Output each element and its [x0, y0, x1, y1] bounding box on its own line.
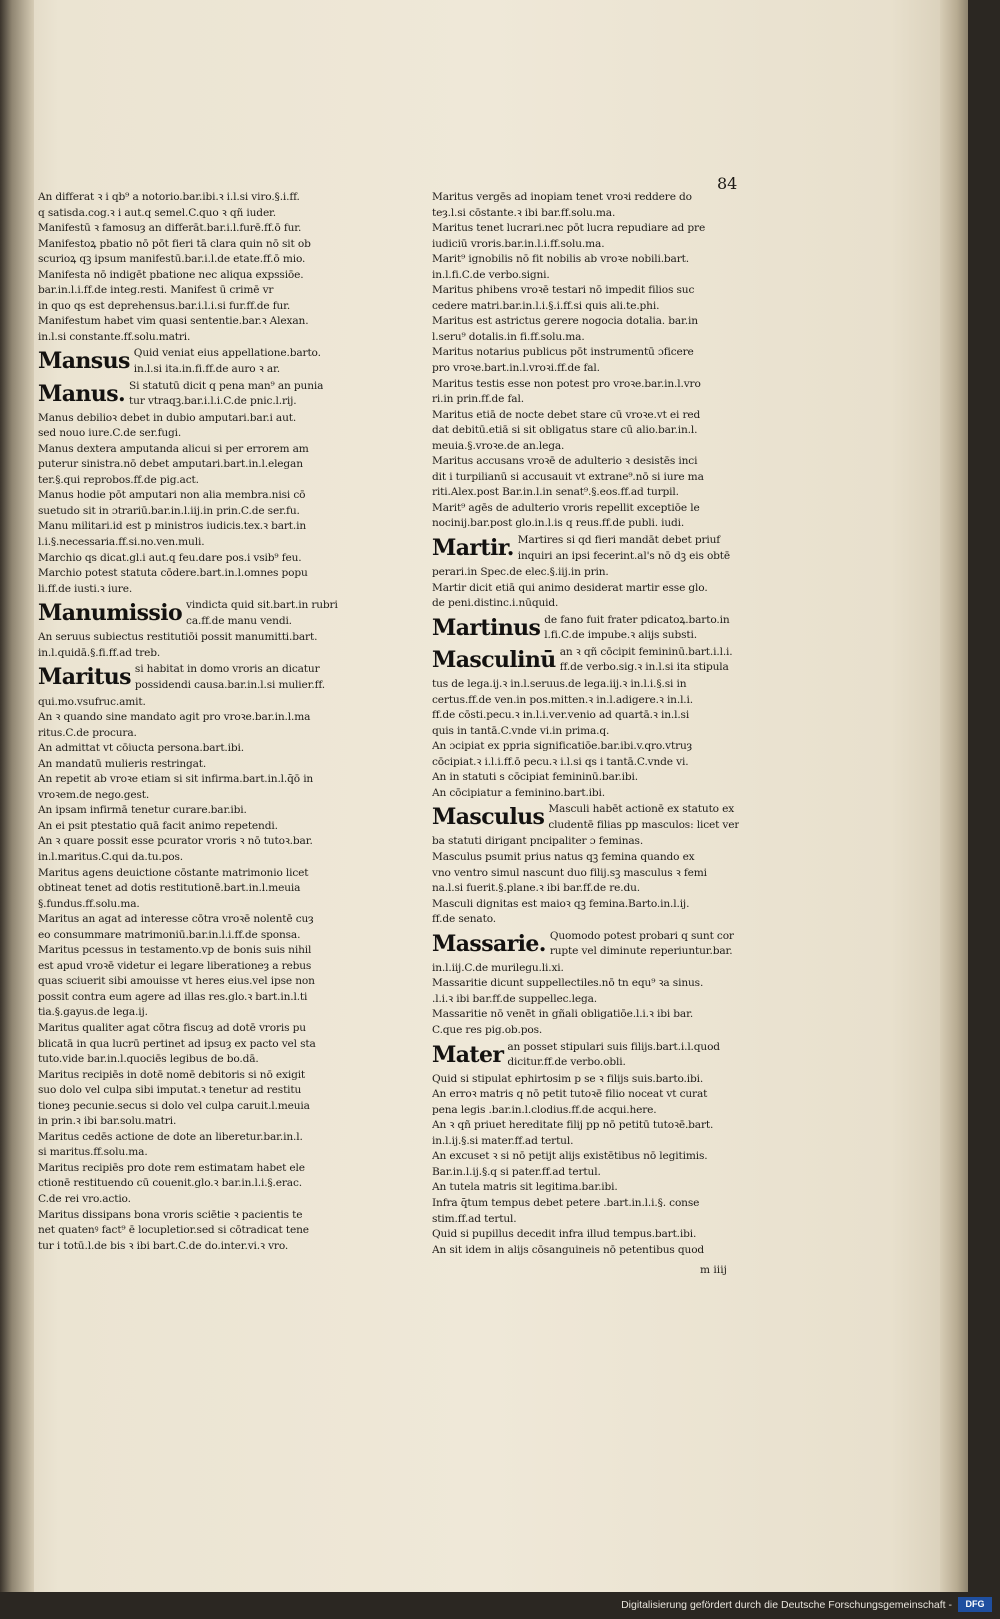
text-line: in.l.si ita.in.fi.ff.de auro ꝛ ar. — [133, 363, 280, 376]
text-line: An ei psit ptestatio quā facit animo repetendi. — [38, 819, 278, 832]
text-line: An seruus subiectus restitutiōi possit manumitti.bart. — [38, 631, 318, 644]
footer-bar — [0, 1592, 1000, 1619]
rubric-keyword: Mater — [432, 1041, 504, 1068]
rubric-keyword: Manumissio — [38, 600, 183, 627]
rubric-keyword: Maritus — [38, 664, 131, 691]
text-line: ctionē restituendo cū couenit.glo.ꝛ bar.in.l.i.§.erac. — [38, 1177, 302, 1190]
rubric-keyword: Manus. — [38, 380, 126, 407]
text-line: Maritus agens deuictione cōstante matrimonio licet — [38, 866, 309, 879]
text-line: Manu militari.id est p ministros iudicis.tex.ꝛ bart.in — [38, 520, 307, 533]
text-line: .l.i.ꝛ ibi bar.ff.de suppellec.lega. — [432, 992, 597, 1005]
rubric-lines — [135, 662, 325, 693]
rubric-lines — [550, 929, 734, 960]
text-line: Manus dextera amputanda alicui si per errorem am — [38, 442, 309, 455]
rubric-keyword: Masculus — [432, 804, 545, 831]
rubric-entry — [432, 802, 768, 833]
text-line: vno ventro simul nascunt duo filij.sꝫ masculus ꝛ femi — [432, 866, 707, 879]
text-line: Quid si stipulat ephirtosim p se ꝛ filijs suis.barto.ibi. — [432, 1072, 704, 1085]
text-line: dicitur.ff.de verbo.obli. — [507, 1056, 626, 1069]
text-line: li.ff.de iusti.ꝛ iure. — [38, 582, 133, 595]
text-line: Manifestoꝝ pbatio nō pōt fieri tā clara quin nō sit ob — [38, 237, 311, 250]
facing-page-edge — [0, 0, 34, 1592]
text-line: ff.de verbo.sig.ꝛ in.l.si ita stipula — [559, 661, 729, 674]
rubric-lines — [518, 533, 730, 564]
text-line: ca.ff.de manu vendi. — [186, 614, 292, 627]
rubric-keyword: Martinus — [432, 614, 541, 641]
text-line: l.fi.C.de impube.ꝛ alijs substi. — [544, 629, 697, 642]
text-line: de peni.distinc.i.nūquid. — [432, 597, 559, 610]
text-line: Quid veniat eius appellatione.barto. — [133, 347, 321, 360]
rubric-entry — [432, 613, 768, 644]
text-line: an ꝛ qñ cōcipit femininū.bart.i.l.i. — [559, 645, 733, 658]
text-line: bar.in.l.i.ff.de integ.resti. Manifest ū crimē vr — [38, 284, 274, 297]
rubric-lines — [544, 613, 729, 644]
text-line: Manifestum habet vim quasi sententie.bar.ꝛ Alexan. — [38, 315, 309, 328]
text-line: tioneȝ pecunie.secus si dolo vel culpa caruit.l.meuia — [38, 1099, 310, 1112]
rubric-entry — [38, 598, 368, 629]
text-line: tus de lega.ij.ꝛ in.l.seruus.de lega.iij.ꝛ in.l.i.§.si in — [432, 677, 687, 690]
rubric-lines — [548, 802, 739, 833]
text-line: certus.ff.de ven.in pos.mitten.ꝛ in.l.adigere.ꝛ in.l.i. — [432, 693, 693, 706]
text-line: in.l.iij.C.de murilegu.li.xi. — [432, 961, 564, 974]
text-line: Maritus pcessus in testamento.vp de bonis suis nihil — [38, 944, 312, 957]
text-line: Maritus cedēs actione de dote an liberetur.bar.in.l. — [38, 1130, 303, 1143]
left-text-column — [38, 190, 368, 1254]
text-line: Maritus dissipans bona vroris sciētie ꝛ pacientis te — [38, 1208, 303, 1221]
text-line: de fano fuit frater pdicatoꝝ.barto.in — [544, 613, 730, 626]
text-line: An cōcipiatur a feminino.bart.ibi. — [432, 786, 605, 799]
page-fore-edge — [940, 0, 968, 1592]
text-line: An sit idem in alijs cōsanguineis nō petentibus quod — [432, 1243, 705, 1256]
text-line: Bar.in.l.ij.§.q si pater.ff.ad tertul. — [432, 1165, 601, 1178]
text-line: Marchio qs dicat.gl.i aut.q feu.dare pos.i vsib⁹ feu. — [38, 551, 302, 564]
rubric-entry — [38, 346, 368, 377]
rubric-keyword: Masculinū — [432, 646, 556, 673]
text-line: Marit⁹ ignobilis nō fit nobilis ab vroꝛe nobili.bart. — [432, 253, 689, 266]
text-line: Maritus accusans vroꝛē de adulterio ꝛ desistēs inci — [432, 455, 698, 468]
text-line: meuia.§.vroꝛe.de an.lega. — [432, 439, 565, 452]
text-line: Maritus est astrictus gerere nogocia dotalia. bar.in — [432, 315, 698, 328]
text-line: stim.ff.ad tertul. — [432, 1212, 517, 1225]
text-line: Massaritie nō venēt in gñali obligatiōe.l.i.ꝛ ibi bar. — [432, 1008, 694, 1021]
text-line: Maritus qualiter agat cōtra fiscuȝ ad dotē vroris pu — [38, 1021, 306, 1034]
text-line: Martires si qd fieri mandāt debet priuf — [517, 534, 721, 547]
text-line: Maritus recipiēs in dotē nomē debitoris si nō exigit — [38, 1068, 306, 1081]
rubric-lines — [186, 598, 338, 629]
text-line: Maritus etiā de nocte debet stare cū vroꝛe.vt ei red — [432, 408, 701, 421]
text-line: inquiri an ipsi fecerint.al's nō dꝫ eis obtē — [517, 549, 731, 562]
rubric-entry — [432, 645, 768, 676]
text-line: An ꝛ qñ priuet hereditate filij pp nō petitū tutoꝛē.bart. — [432, 1119, 714, 1132]
text-line: na.l.si fuerit.§.plane.ꝛ ibi bar.ff.de re.du. — [432, 882, 641, 895]
rubric-entry — [432, 1040, 768, 1071]
text-line: nocinij.bar.post glo.in.l.is q reus.ff.de publi. iudi. — [432, 517, 685, 530]
text-line: l.i.§.necessaria.ff.si.no.ven.muli. — [38, 536, 205, 549]
text-line: tur i totū.l.de bis ꝛ ibi bart.C.de do.inter.vi.ꝛ vro. — [38, 1239, 289, 1252]
text-line: eo consummare matrimoniū.bar.in.l.i.ff.de sponsa. — [38, 928, 301, 941]
text-line: Si statutū dicit q pena man⁹ an punia — [129, 379, 324, 392]
text-line: in.l.si constante.ff.solu.matri. — [38, 330, 191, 343]
text-line: riti.Alex.post Bar.in.l.in senat⁹.§.eos.ff.ad turpil. — [432, 486, 679, 499]
rubric-lines — [134, 346, 321, 377]
text-line: obtineat tenet ad dotis restitutionē.bart.in.l.meuia — [38, 882, 301, 895]
text-line: Infra q̄tum tempus debet petere .bart.in.l.i.§. conse — [432, 1197, 700, 1209]
text-line: in.l.maritus.C.qui da.tu.pos. — [38, 850, 184, 863]
text-line: An admittat vt cōiucta persona.bart.ibi. — [38, 742, 244, 755]
rubric-entry — [38, 379, 368, 410]
rubric-entry — [432, 929, 768, 960]
text-line: in.l.fi.C.de verbo.signi. — [432, 268, 550, 281]
text-line: possidendi causa.bar.in.l.si mulier.ff. — [134, 678, 325, 691]
text-line: in.l.quidā.§.fi.ff.ad treb. — [38, 646, 161, 659]
rubric-entry — [38, 662, 368, 693]
text-line: Masculi habēt actionē ex statuto ex — [548, 803, 735, 816]
text-line: ff.de cōsti.pecu.ꝛ in.l.i.ver.venio ad quartā.ꝛ in.l.si — [432, 709, 690, 722]
text-line: si habitat in domo vroris an dicatur — [134, 663, 320, 676]
text-line: cludentē filias pp masculos: licet ver — [548, 818, 740, 831]
text-line: est apud vroꝛē videtur ei legare liberationeȝ a rebus — [38, 959, 312, 972]
text-line: An ꝛ quando sine mandato agit pro vroꝛe.bar.in.l.ma — [38, 711, 311, 724]
text-line: Maritus tenet lucrari.nec pōt lucra repudiare ad pre — [432, 222, 706, 235]
text-line: Maritus testis esse non potest pro vroꝛe.bar.in.l.vro — [432, 377, 701, 390]
text-line: scurioꝝ qꝫ ipsum manifestū.bar.i.l.de etate.ff.ō mio. — [38, 253, 306, 266]
text-line: Quomodo potest probari q sunt cor — [549, 929, 734, 942]
text-line: quis in tantā.C.vnde vi.in prima.q. — [432, 724, 610, 737]
text-line: An mandatū mulieris restringat. — [38, 757, 207, 770]
text-line: cedere matri.bar.in.l.i.§.i.ff.si quis ali.te.phi. — [432, 299, 660, 312]
text-line: Masculi dignitas est maioꝛ qꝫ femina.Barto.in.l.ij. — [432, 897, 690, 910]
funding-credit: Digitalisierung gefördert durch die Deutsche Forschungsgemeinschaft - — [621, 1599, 952, 1611]
text-line: dit i turpilianū si accusauit vt extrane⁹.nō si iure ma — [432, 470, 704, 483]
text-line: §.fundus.ff.solu.ma. — [38, 897, 140, 910]
text-line: in prin.ꝛ ibi bar.solu.matri. — [38, 1115, 177, 1128]
text-line: perari.in Spec.de elec.§.iij.in prin. — [432, 566, 609, 579]
text-line: An in statuti s cōcipiat femininū.bar.ibi. — [432, 771, 638, 784]
text-line: Manifestū ꝛ famosuȝ an differāt.bar.i.l.furē.ff.ō fur. — [38, 222, 302, 235]
rubric-lines — [507, 1040, 720, 1071]
text-line: Maritus phibens vroꝛē testari nō impedit filios suc — [432, 284, 695, 297]
text-line: An differat ꝛ i qb⁹ a notorio.bar.ibi.ꝛ i.l.si viro.§.i.ff. — [38, 191, 300, 203]
text-line: Manus debilioꝛ debet in dubio amputari.bar.i aut. — [38, 411, 297, 424]
rubric-lines — [129, 379, 323, 410]
text-line: Manifesta nō indigēt pbatione nec aliqua expssiōe. — [38, 268, 304, 281]
text-line: suo dolo vel culpa sibi imputat.ꝛ tenetur ad restitu — [38, 1084, 302, 1097]
text-line: C.que res pig.ob.pos. — [432, 1023, 543, 1036]
text-line: blicatā in qua lucrū pertinet ad ipsuȝ ex pacto vel sta — [38, 1037, 316, 1050]
text-line: Maritus vergēs ad inopiam tenet vroꝛi reddere do — [432, 191, 692, 203]
text-line: Maritus notarius publicus pōt instrumentū ɔficere — [432, 346, 694, 359]
text-line: Marchio potest statuta cōdere.bart.in.l.omnes popu — [38, 567, 308, 580]
text-line: tuto.vide bar.in.l.quociēs legibus de bo.dā. — [38, 1053, 259, 1066]
text-line: ff.de senato. — [432, 913, 496, 926]
text-line: Masculus psumit prius natus qꝫ femina quando ex — [432, 850, 695, 863]
text-line: An ɔcipiat ex ppria significatiōe.bar.ibi.v.qro.vtruȝ — [432, 740, 693, 753]
text-line: ritus.C.de procura. — [38, 726, 137, 739]
text-line: iudiciū vroris.bar.in.l.i.ff.solu.ma. — [432, 237, 605, 250]
text-line: Quid si pupillus decedit infra illud tempus.bart.ibi. — [432, 1228, 697, 1241]
rubric-lines — [560, 645, 733, 676]
text-line: Maritus recipiēs pro dote rem estimatam habet ele — [38, 1161, 305, 1174]
text-line: tur vtraqꝫ.bar.i.l.i.C.de pnic.l.rij. — [129, 395, 297, 408]
text-line: quas sciuerit sibi amouisse vt heres eius.vel ipse non — [38, 975, 315, 988]
rubric-keyword: Mansus — [38, 348, 130, 375]
text-line: suetudo sit in ɔtrariū.bar.in.l.iij.in prin.C.de ser.fu. — [38, 504, 300, 517]
text-line: pena legis .bar.in.l.clodius.ff.de acqui.here. — [432, 1103, 657, 1116]
text-line: possit contra eum agere ad illas res.glo.ꝛ bart.in.l.ti — [38, 990, 308, 1003]
text-line: vroꝛem.de nego.gest. — [38, 788, 150, 801]
text-line: rupte vel diminute reperiuntur.bar. — [549, 945, 733, 958]
text-line: ri.in prin.ff.de fal. — [432, 393, 524, 406]
text-line: si maritus.ff.solu.ma. — [38, 1146, 148, 1159]
text-line: puterur sinistra.nō debet amputari.bart.in.l.elegan — [38, 458, 303, 471]
text-line: An repetit ab vroꝛe etiam si sit infirma.bart.in.l.q̄ō in — [38, 773, 314, 786]
text-line: in quo qs est deprehensus.bar.i.l.i.si fur.ff.de fur. — [38, 299, 291, 312]
text-line: teȝ.l.si cōstante.ꝛ ibi bar.ff.solu.ma. — [432, 206, 616, 219]
right-text-column — [432, 190, 768, 1258]
text-line: ba statuti dirigant pncipaliter ɔ feminas. — [432, 835, 644, 848]
text-line: in.l.ij.§.si mater.ff.ad tertul. — [432, 1134, 574, 1147]
text-line: An ipsam infirmā tenetur curare.bar.ibi. — [38, 804, 247, 817]
text-line: qui.mo.vsufruc.amit. — [38, 695, 146, 708]
text-line: An erroꝛ matris q nō petit tutoꝛē filio noceat vt curat — [432, 1088, 708, 1101]
text-line: C.de rei vro.actio. — [38, 1193, 131, 1205]
text-line: An ꝛ quare possit esse pcurator vroris ꝛ nō tutoꝛ.bar. — [38, 835, 313, 848]
text-line: An tutela matris sit legitima.bar.ibi. — [432, 1181, 618, 1194]
text-line: cōcipiat.ꝛ i.l.i.ff.ō pecu.ꝛ i.l.si qs i tantā.C.vnde vi. — [432, 755, 689, 768]
text-line: dat debitū.etiā si sit obligatus stare cū alio.bar.in.l. — [432, 424, 698, 437]
text-line: pro vroꝛe.bart.in.l.vroꝛi.ff.de fal. — [432, 362, 600, 375]
rubric-keyword: Martir. — [432, 535, 514, 562]
text-line: Maritus an agat ad interesse cōtra vroꝛē nolentē cuȝ — [38, 913, 314, 926]
text-line: Massaritie dicunt suppellectiles.nō tn equ⁹ ꝛa sinus. — [432, 977, 704, 990]
dfg-logo: DFG — [958, 1597, 992, 1612]
text-line: An excuset ꝛ si nō petijt alijs existētibus nō legitimis. — [432, 1150, 708, 1163]
text-line: Manus hodie pōt amputari non alia membra.nisi cō — [38, 489, 306, 502]
text-line: an posset stipulari suis filijs.bart.i.l.quod — [507, 1040, 720, 1053]
text-line: vindicta quid sit.bart.in rubri — [186, 599, 338, 612]
text-line: Martir dicit etiā qui animo desiderat martir esse glo. — [432, 581, 708, 594]
folio-number: 84 — [717, 174, 738, 193]
rubric-keyword: Massarie. — [432, 930, 546, 957]
rubric-entry — [432, 533, 768, 564]
text-line: Marit⁹ agēs de adulterio vroris repellit exceptiōe le — [432, 501, 700, 514]
text-line: sed nouo iure.C.de ser.fugi. — [38, 427, 182, 440]
text-line: net quatenꝰ fact⁹ ē locupletior.sed si cōtradicat tene — [38, 1224, 309, 1237]
text-line: q satisda.cog.ꝛ i aut.q semel.C.quo ꝛ qñ iuder. — [38, 206, 277, 219]
signature-mark: m iiij — [700, 1264, 727, 1276]
text-line: ter.§.qui reprobos.ff.de pig.act. — [38, 473, 199, 486]
text-line: tia.§.gayus.de lega.ij. — [38, 1006, 148, 1019]
text-line: l.seru⁹ dotalis.in fi.ff.solu.ma. — [432, 330, 585, 343]
